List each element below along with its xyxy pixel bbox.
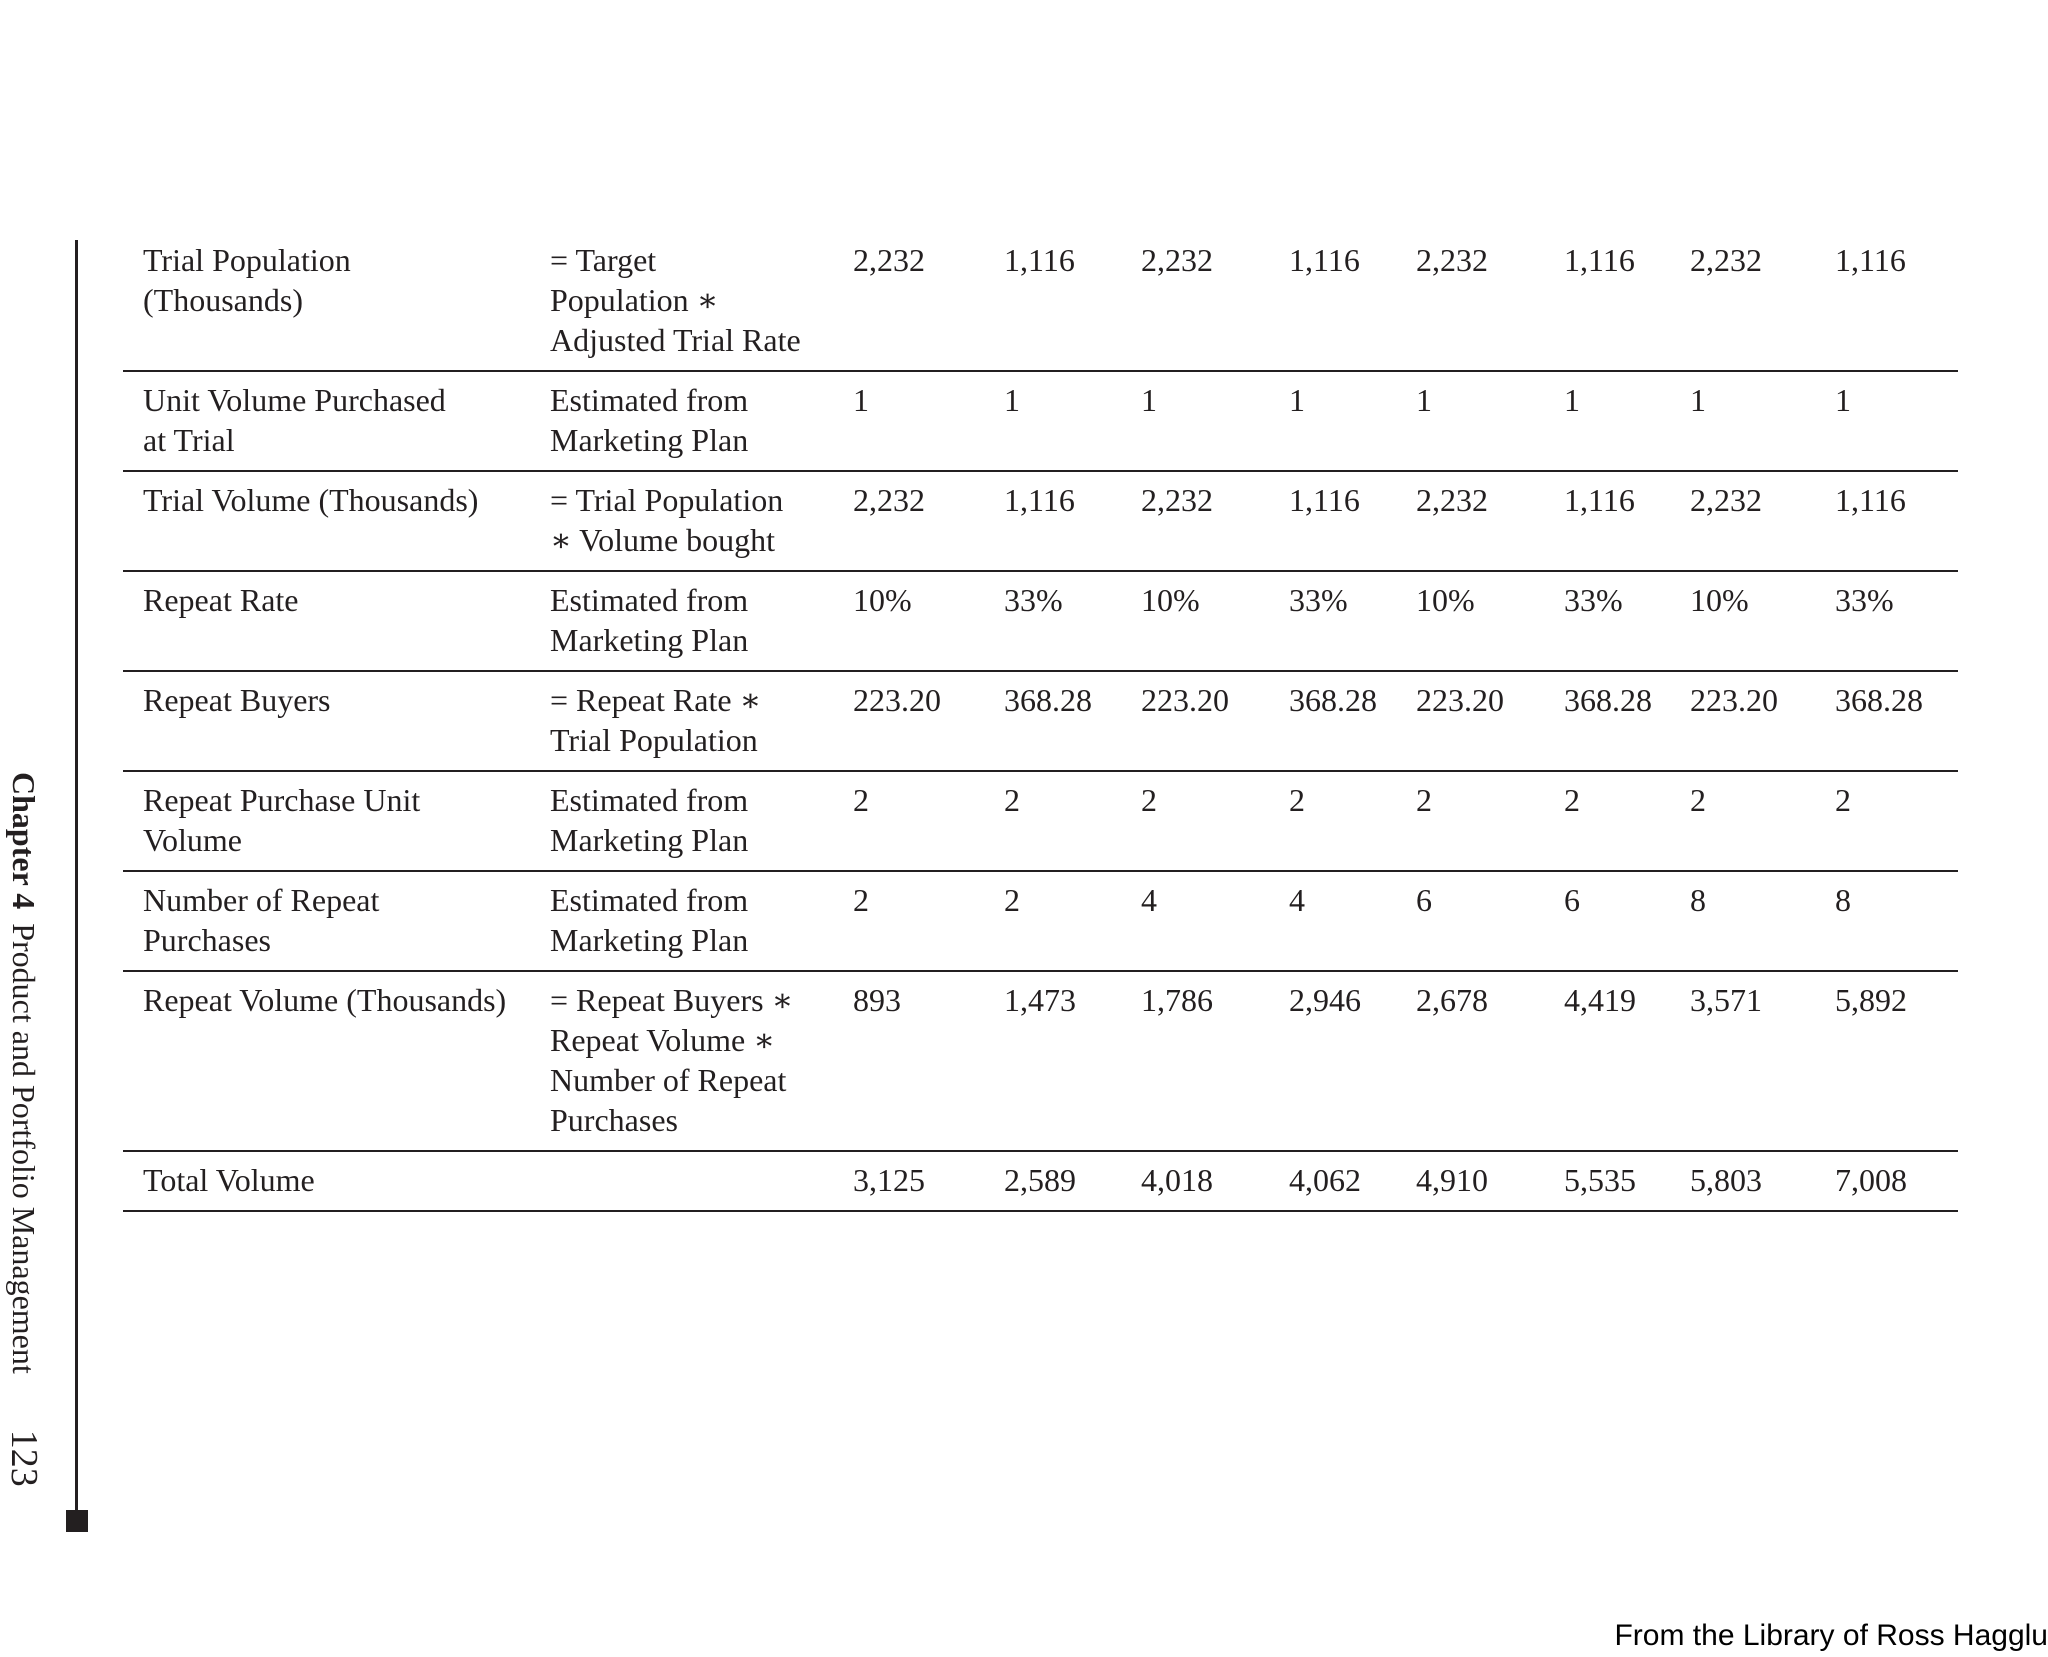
row-value: 3,125: [853, 1151, 1004, 1211]
row-value: 2: [853, 871, 1004, 971]
margin-marker-square: [66, 1510, 88, 1532]
row-value: 2,232: [1416, 471, 1564, 571]
row-value: 2,678: [1416, 971, 1564, 1151]
row-value: 1,116: [1564, 232, 1690, 371]
row-value: 2,232: [1416, 232, 1564, 371]
row-value: 33%: [1289, 571, 1416, 671]
row-value: 2: [1690, 771, 1835, 871]
row-value: 1: [1690, 371, 1835, 471]
row-value: 368.28: [1564, 671, 1690, 771]
row-value: 223.20: [1690, 671, 1835, 771]
row-value: 1: [1004, 371, 1141, 471]
row-basis: = Trial Population ∗ Volume bought: [550, 471, 853, 571]
row-value: 4,018: [1141, 1151, 1289, 1211]
table-row: [123, 1151, 1958, 1211]
row-value: 1: [853, 371, 1004, 471]
page-number: 123: [3, 1429, 45, 1487]
row-value: 2,589: [1004, 1151, 1141, 1211]
row-value: 2: [1141, 771, 1289, 871]
row-label: Repeat Volume (Thousands): [123, 971, 550, 1151]
row-value: 2,232: [1141, 232, 1289, 371]
row-value: 2: [1004, 871, 1141, 971]
row-label: Number of Repeat Purchases: [123, 871, 550, 971]
row-label: Trial Population (Thousands): [123, 232, 550, 371]
row-value: 1: [1416, 371, 1564, 471]
row-value: 1,116: [1835, 471, 1958, 571]
row-value: 7,008: [1835, 1151, 1958, 1211]
row-value: 1: [1564, 371, 1690, 471]
row-value: 223.20: [1416, 671, 1564, 771]
row-value: 5,803: [1690, 1151, 1835, 1211]
row-value: 2: [1416, 771, 1564, 871]
row-value: 10%: [853, 571, 1004, 671]
row-basis: [550, 1151, 853, 1211]
row-value: 8: [1690, 871, 1835, 971]
row-value: 2,232: [1141, 471, 1289, 571]
row-basis: = Target Population ∗ Adjusted Trial Rate: [550, 232, 853, 371]
row-value: 2,232: [853, 232, 1004, 371]
table-row: [123, 571, 1958, 671]
table-row: [123, 871, 1958, 971]
row-value: 1,116: [1835, 232, 1958, 371]
row-value: 5,535: [1564, 1151, 1690, 1211]
row-value: 368.28: [1289, 671, 1416, 771]
row-value: 2: [1289, 771, 1416, 871]
library-credit: From the Library of Ross Hagglu: [1614, 1619, 2048, 1652]
row-value: 1: [1141, 371, 1289, 471]
row-value: 368.28: [1004, 671, 1141, 771]
row-value: 2,946: [1289, 971, 1416, 1151]
table-row: [123, 232, 1958, 371]
row-basis: = Repeat Rate ∗ Trial Population: [550, 671, 853, 771]
chapter-label: Chapter 4: [6, 772, 42, 910]
row-basis: = Repeat Buyers ∗ Repeat Volume ∗ Number of Repeat Purchases: [550, 971, 853, 1151]
row-value: 6: [1564, 871, 1690, 971]
row-value: 2,232: [1690, 232, 1835, 371]
row-value: 33%: [1835, 571, 1958, 671]
row-label: Repeat Rate: [123, 571, 550, 671]
row-label: Total Volume: [123, 1151, 550, 1211]
row-value: 8: [1835, 871, 1958, 971]
row-value: 4,910: [1416, 1151, 1564, 1211]
row-value: 368.28: [1835, 671, 1958, 771]
row-value: 5,892: [1835, 971, 1958, 1151]
chapter-title: Product and Portfolio Management: [6, 923, 42, 1374]
data-table: [123, 232, 1958, 1212]
volume-projection-table: [123, 232, 1958, 1212]
table-row: [123, 671, 1958, 771]
running-head: [4, 772, 44, 1487]
row-value: 1: [1289, 371, 1416, 471]
row-value: 10%: [1141, 571, 1289, 671]
table-row: [123, 771, 1958, 871]
row-value: 4,419: [1564, 971, 1690, 1151]
row-value: 6: [1416, 871, 1564, 971]
row-value: 2,232: [853, 471, 1004, 571]
row-value: 1,116: [1289, 471, 1416, 571]
table-row: [123, 971, 1958, 1151]
row-basis: Estimated from Marketing Plan: [550, 771, 853, 871]
row-label: Trial Volume (Thousands): [123, 471, 550, 571]
row-value: 10%: [1416, 571, 1564, 671]
row-label: Unit Volume Purchased at Trial: [123, 371, 550, 471]
row-value: 223.20: [853, 671, 1004, 771]
table-row: [123, 371, 1958, 471]
row-value: 1,116: [1564, 471, 1690, 571]
row-value: 1,116: [1004, 471, 1141, 571]
row-value: 3,571: [1690, 971, 1835, 1151]
row-value: 2,232: [1690, 471, 1835, 571]
row-label: Repeat Buyers: [123, 671, 550, 771]
row-value: 33%: [1004, 571, 1141, 671]
row-value: 1,473: [1004, 971, 1141, 1151]
row-value: 4: [1289, 871, 1416, 971]
row-basis: Estimated from Marketing Plan: [550, 371, 853, 471]
row-value: 1,116: [1289, 232, 1416, 371]
table-row: [123, 471, 1958, 571]
row-value: 1: [1835, 371, 1958, 471]
row-value: 2: [1564, 771, 1690, 871]
row-value: 2: [1004, 771, 1141, 871]
row-value: 2: [1835, 771, 1958, 871]
row-value: 1,116: [1004, 232, 1141, 371]
row-value: 1,786: [1141, 971, 1289, 1151]
row-value: 4: [1141, 871, 1289, 971]
row-value: 893: [853, 971, 1004, 1151]
row-value: 223.20: [1141, 671, 1289, 771]
row-value: 4,062: [1289, 1151, 1416, 1211]
row-value: 2: [853, 771, 1004, 871]
row-basis: Estimated from Marketing Plan: [550, 871, 853, 971]
row-value: 33%: [1564, 571, 1690, 671]
row-basis: Estimated from Marketing Plan: [550, 571, 853, 671]
margin-rule: [75, 240, 78, 1518]
row-label: Repeat Purchase Unit Volume: [123, 771, 550, 871]
row-value: 10%: [1690, 571, 1835, 671]
